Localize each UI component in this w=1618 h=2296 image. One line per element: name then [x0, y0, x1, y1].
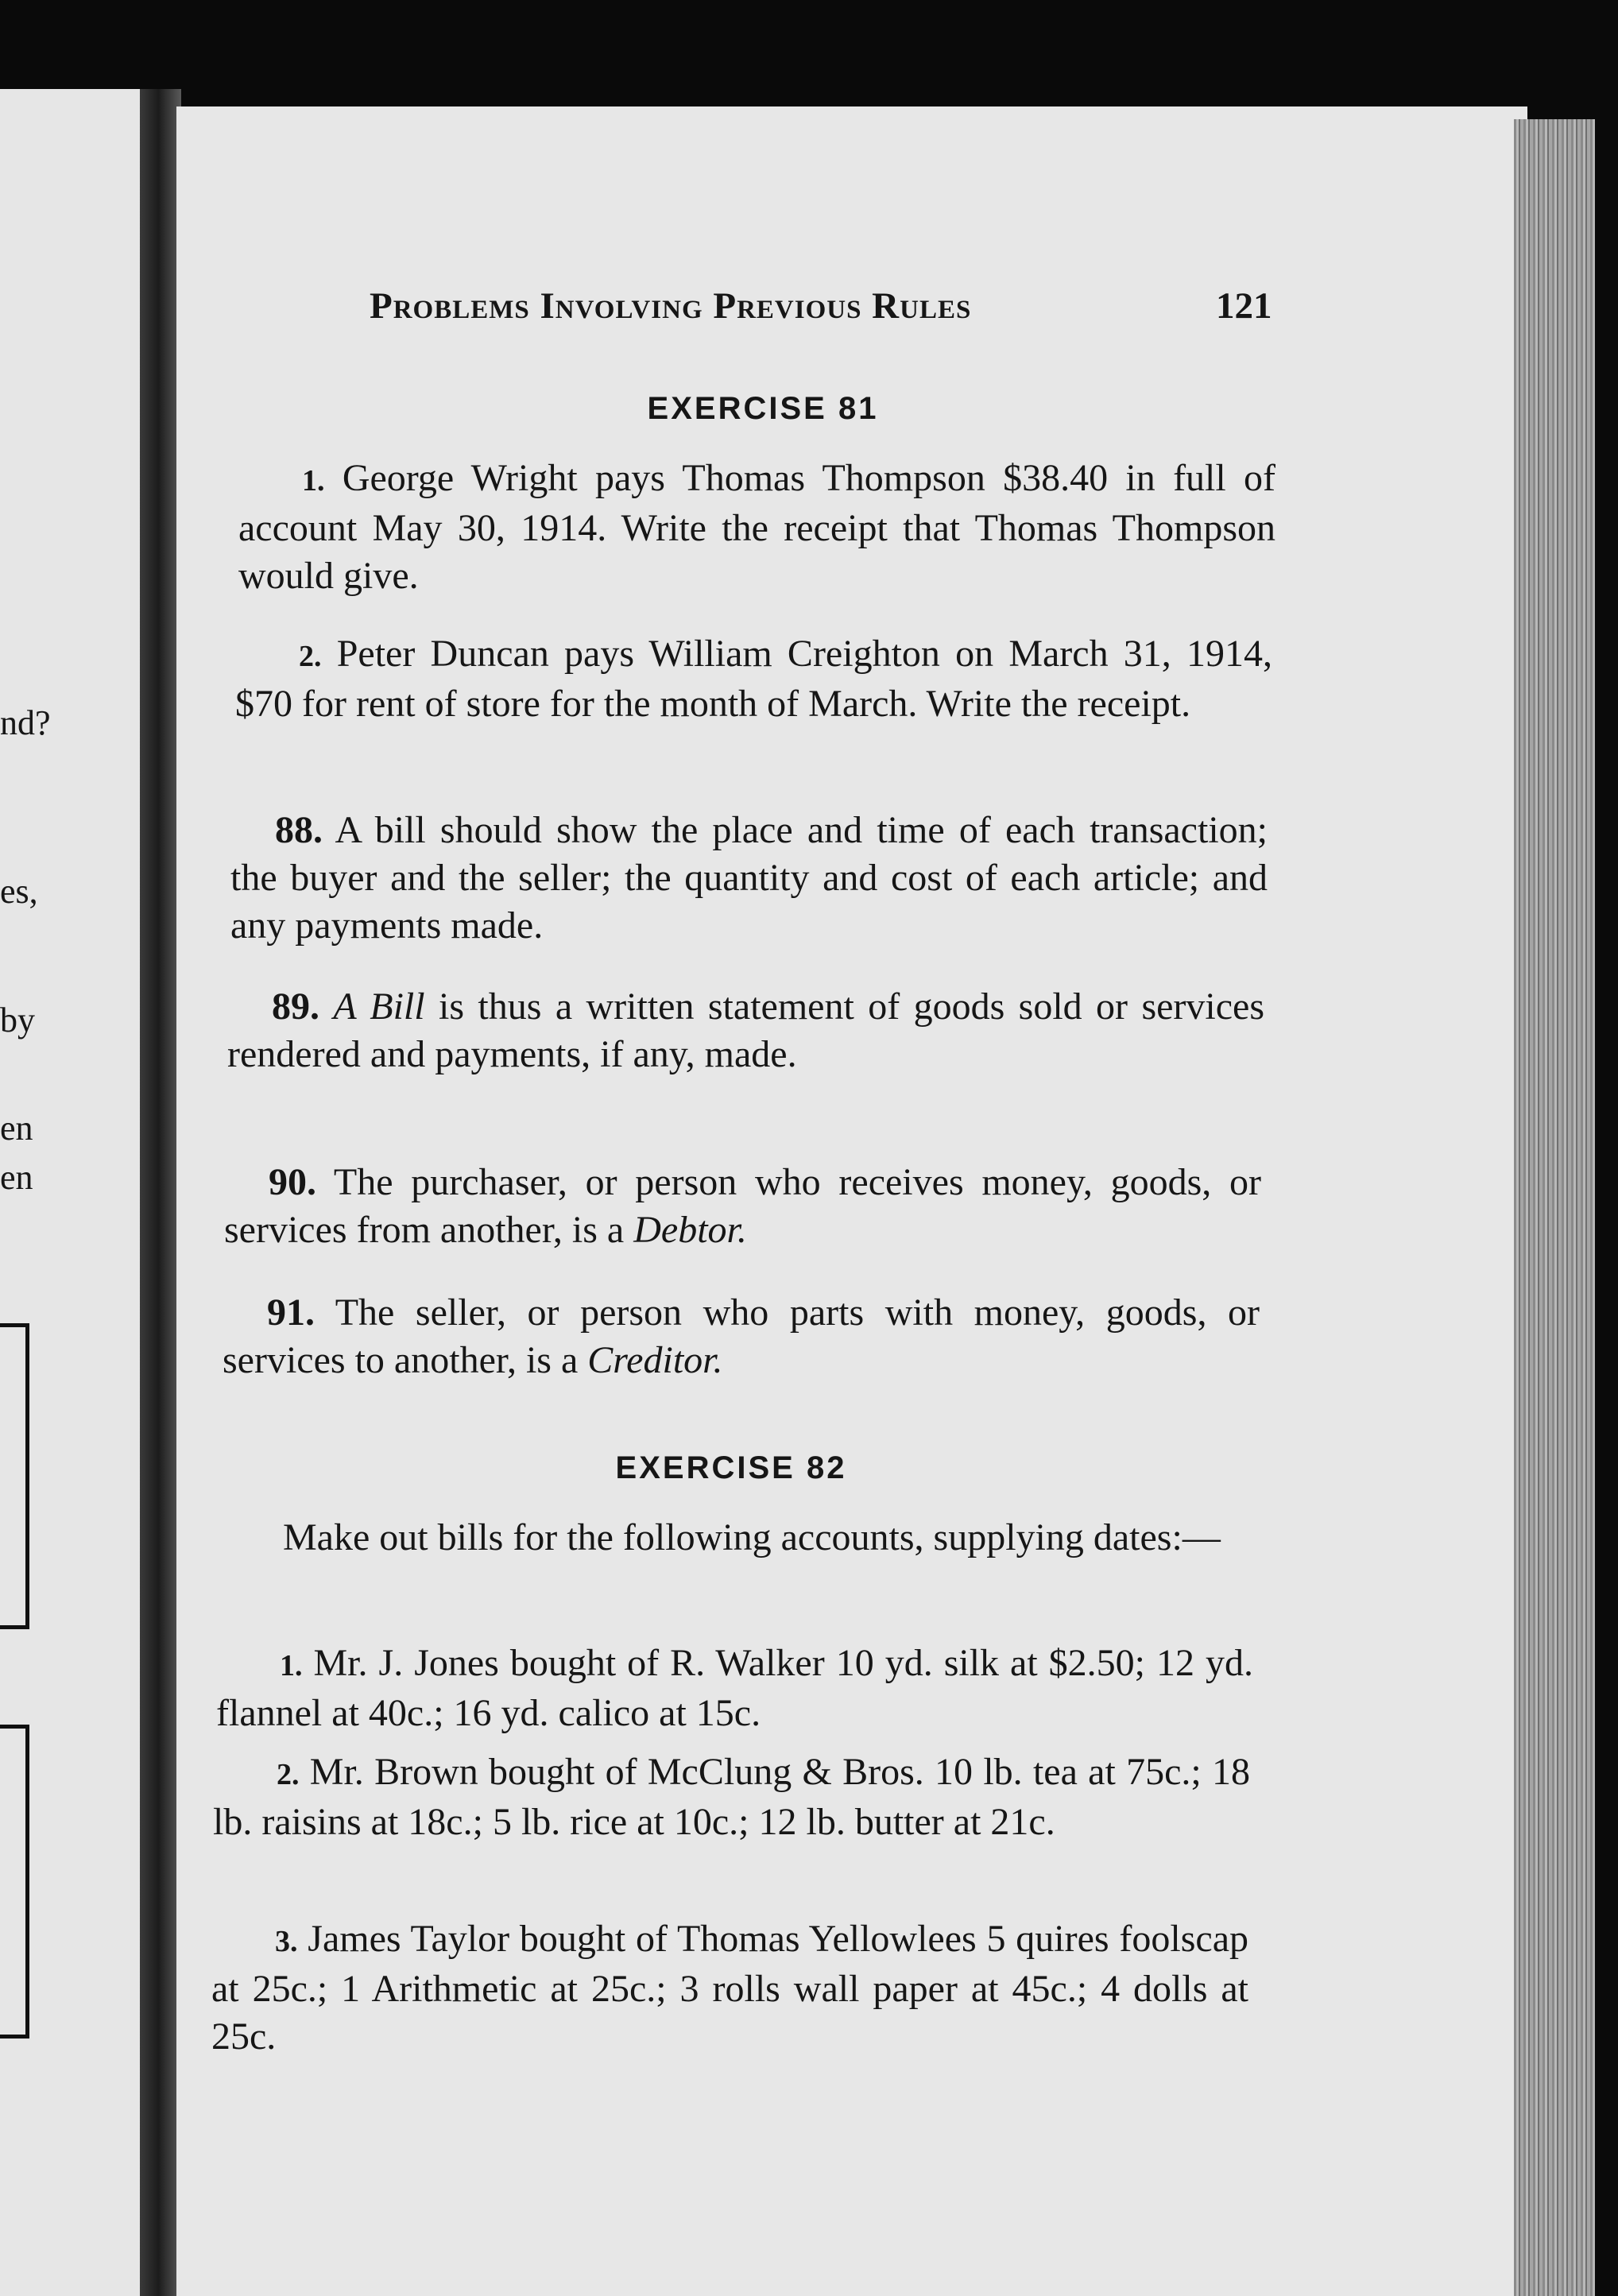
exercise-82-title: EXERCISE 82	[615, 1450, 847, 1485]
exercise-81-item: 2. Peter Duncan pays William Creighton on March 31, 1914, $70 for rent of store for the month of March. Write the receipt.	[235, 633, 1273, 725]
left-page-box	[0, 1725, 29, 2039]
page-number: 121	[1216, 285, 1272, 327]
left-page-fragment: by	[0, 1001, 35, 1040]
exercise-82-intro: Make out bills for the following accounts, supplying dates:—	[283, 1516, 1221, 1558]
exercise-82-item: 3. James Taylor bought of Thomas Yellowlees 5 quires foolscap at 25c.; 1 Arithmetic at 25c.; 3 rolls wall paper at 45c.; 4 dolls at 25c.	[211, 1918, 1248, 2058]
exercise-82-item: 2. Mr. Brown bought of McClung & Bros. 10 lb. tea at 75c.; 18 lb. raisins at 18c.; 5 lb. rice at 10c.; 12 lb. butter at 21c.	[213, 1751, 1250, 1843]
exercise-82-item: 1. Mr. J. Jones bought of R. Walker 10 yd. silk at $2.50; 12 yd. flannel at 40c.; 16 yd. calico at 15c.	[216, 1642, 1254, 1734]
left-page-fragment: nd?	[0, 703, 51, 742]
left-page-fragment: en	[0, 1109, 33, 1148]
article-89: 89. A Bill is thus a written statement of goods sold or services rendered and payments, if any, made.	[227, 985, 1265, 1075]
page-edges	[1514, 119, 1595, 2296]
running-head: Problems Involving Previous Rules	[370, 285, 972, 327]
left-page-fragment: en	[0, 1158, 33, 1197]
exercise-81-title: EXERCISE 81	[647, 391, 879, 426]
exercise-81-item: 1. George Wright pays Thomas Thompson $38.40 in full of account May 30, 1914. Write the receipt that Thomas Thompson would give.	[238, 457, 1276, 597]
left-page-fragment: es,	[0, 872, 38, 911]
article-90: 90. The purchaser, or person who receives money, goods, or services from another, is a Debtor.	[224, 1161, 1261, 1251]
article-88: 88. A bill should show the place and time of each transaction; the buyer and the seller; the quantity and cost of each article; and any payments made.	[230, 809, 1268, 947]
article-91: 91. The seller, or person who parts with money, goods, or services to another, is a Creditor.	[223, 1291, 1260, 1381]
